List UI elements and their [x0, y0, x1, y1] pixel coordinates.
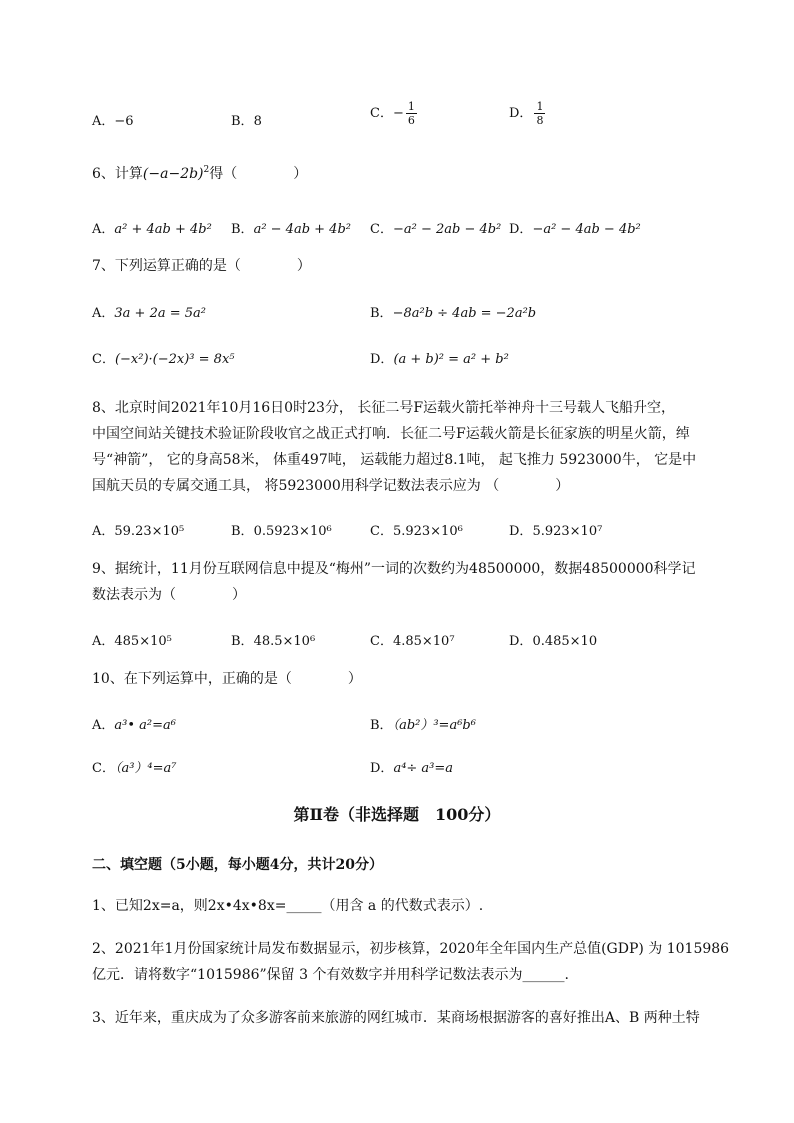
option-value: 48.5×10⁶: [253, 634, 316, 649]
stem-prefix: 6、计算: [92, 166, 143, 182]
q9-option-c: [370, 630, 455, 649]
fraction-denominator: 6: [407, 114, 415, 127]
option-value: （ab²）³=a⁶b⁶: [392, 718, 476, 733]
option-label: C．: [92, 761, 115, 776]
option-label: D．: [509, 524, 533, 539]
option-value: 0.5923×10⁶: [253, 524, 332, 539]
option-value: −6: [114, 114, 134, 129]
question-6-stem: [92, 161, 772, 187]
q10-option-a: [92, 714, 176, 733]
option-label: A．: [92, 634, 115, 649]
option-value: −a² − 2ab − 4b²: [392, 222, 502, 237]
option-value: −8a²b ÷ 4ab = −2a²b: [392, 306, 537, 321]
question-7-stem: 7、下列运算正确的是（ ）: [92, 258, 311, 274]
option-label: B．: [370, 306, 393, 321]
option-label: D．: [509, 106, 533, 121]
stem-line: 数法表示为（ ）: [92, 587, 246, 603]
fraction-numerator: 1: [536, 100, 544, 113]
option-label: B．: [231, 114, 254, 129]
fill-question-3: 3、近年来，重庆成为了众多游客前来旅游的网红城市．某商场根据游客的喜好推出A、B 两种土特: [92, 1010, 700, 1026]
q5-option-d: [509, 100, 545, 127]
option-label: D．: [509, 222, 533, 237]
fill-question-2: [92, 936, 772, 988]
option-value: 485×10⁵: [114, 634, 172, 649]
option-label: A．: [92, 306, 115, 321]
stem-line: 亿元．请将数字“1015986”保留 3 个有效数字并用科学记数法表示为______.: [92, 967, 569, 983]
question-9-stem: [92, 556, 772, 608]
option-value: （a³）⁴=a⁷: [114, 761, 177, 776]
q6-option-d: [509, 218, 641, 237]
q7-option-a: [92, 302, 206, 321]
q6-option-a: [92, 218, 212, 237]
fraction: [406, 100, 417, 127]
fraction-numerator: 1: [407, 100, 415, 113]
option-label: B．: [370, 718, 393, 733]
option-value: 3a + 2a = 5a²: [114, 306, 206, 321]
q6-option-b: [231, 218, 351, 237]
section-title: 第Ⅱ卷（非选择题 100分）: [293, 805, 501, 824]
option-label: B．: [231, 524, 254, 539]
option-label: C．: [370, 524, 393, 539]
q8-option-a: [92, 520, 184, 539]
q8-option-c: [370, 520, 463, 539]
option-label: B．: [231, 634, 254, 649]
fraction: [534, 100, 545, 127]
q10-option-d: [370, 757, 453, 776]
stem-suffix: 得（ ）: [209, 166, 308, 182]
stem-line: 8、北京时间2021年10月16日0时23分， 长征二号F运载火箭托举神舟十三号载人飞船升空，: [92, 400, 676, 416]
question-10-stem: 10、在下列运算中，正确的是（ ）: [92, 671, 362, 687]
stem-expression: (−a−2b): [142, 166, 204, 182]
question-8-stem: [92, 395, 772, 499]
option-label: D．: [509, 634, 533, 649]
option-value: a³• a²=a⁶: [114, 718, 176, 733]
stem-line: 中国空间站关键技术验证阶段收官之战正式打响．长征二号F运载火箭是长征家族的明星火箭，绰: [92, 426, 690, 442]
q8-option-d: [509, 520, 602, 539]
option-value: 59.23×10⁵: [114, 524, 185, 539]
option-label: B．: [231, 222, 254, 237]
fill-question-1: 1、已知2x=a，则2x•4x•8x=_____（用含 a 的代数式表示）.: [92, 898, 484, 914]
fraction-denominator: 8: [536, 114, 544, 127]
option-value: −a² − 4ab − 4b²: [532, 222, 641, 237]
option-label: A．: [92, 114, 115, 129]
option-label: C．: [370, 106, 393, 121]
option-value: 5.923×10⁷: [532, 524, 603, 539]
option-label: C．: [92, 352, 115, 367]
option-sign: −: [392, 106, 404, 121]
option-label: A．: [92, 222, 115, 237]
option-label: C．: [370, 222, 393, 237]
option-label: D．: [370, 761, 394, 776]
q10-option-c: [92, 757, 176, 776]
option-value: 5.923×10⁶: [392, 524, 463, 539]
option-value: 4.85×10⁷: [392, 634, 455, 649]
q5-option-c: [370, 100, 417, 127]
q5-option-b: [231, 110, 262, 129]
q6-option-c: [370, 218, 501, 237]
q7-option-c: [92, 348, 235, 367]
option-label: A．: [92, 524, 115, 539]
stem-line: 2、2021年1月份国家统计局发布数据显示，初步核算，2020年全年国内生产总值(GDP) 为 1015986: [92, 941, 730, 957]
option-label: C．: [370, 634, 393, 649]
q9-option-d: [509, 630, 597, 649]
option-value: a⁴÷ a³=a: [393, 761, 454, 776]
q9-option-b: [231, 630, 315, 649]
q5-option-a: [92, 110, 134, 129]
part-title: 二、填空题（5小题，每小题4分，共计20分）: [92, 857, 383, 873]
option-label: D．: [370, 352, 394, 367]
stem-line: 号“神箭”， 它的身高58米， 体重497吨， 运载能力超过8.1吨， 起飞推力 5923000牛， 它是中: [92, 452, 697, 468]
stem-line: 9、据统计，11月份互联网信息中提及“梅州”一词的次数约为48500000，数据48500000科学记: [92, 561, 696, 577]
option-value: 0.485×10: [532, 634, 598, 649]
option-value: 8: [253, 114, 262, 129]
option-value: (−x²)·(−2x)³ = 8x⁵: [114, 352, 235, 367]
q9-option-a: [92, 630, 172, 649]
option-value: a² − 4ab + 4b²: [253, 222, 351, 237]
option-value: (a + b)² = a² + b²: [393, 352, 509, 367]
option-label: A．: [92, 718, 115, 733]
q7-option-b: [370, 302, 536, 321]
stem-exponent: 2: [203, 165, 210, 175]
stem-line: 国航天员的专属交通工具， 将5923000用科学记数法表示应为 （ ）: [92, 478, 570, 494]
q10-option-b: [370, 714, 476, 733]
q8-option-b: [231, 520, 332, 539]
option-value: a² + 4ab + 4b²: [114, 222, 212, 237]
q7-option-d: [370, 348, 509, 367]
